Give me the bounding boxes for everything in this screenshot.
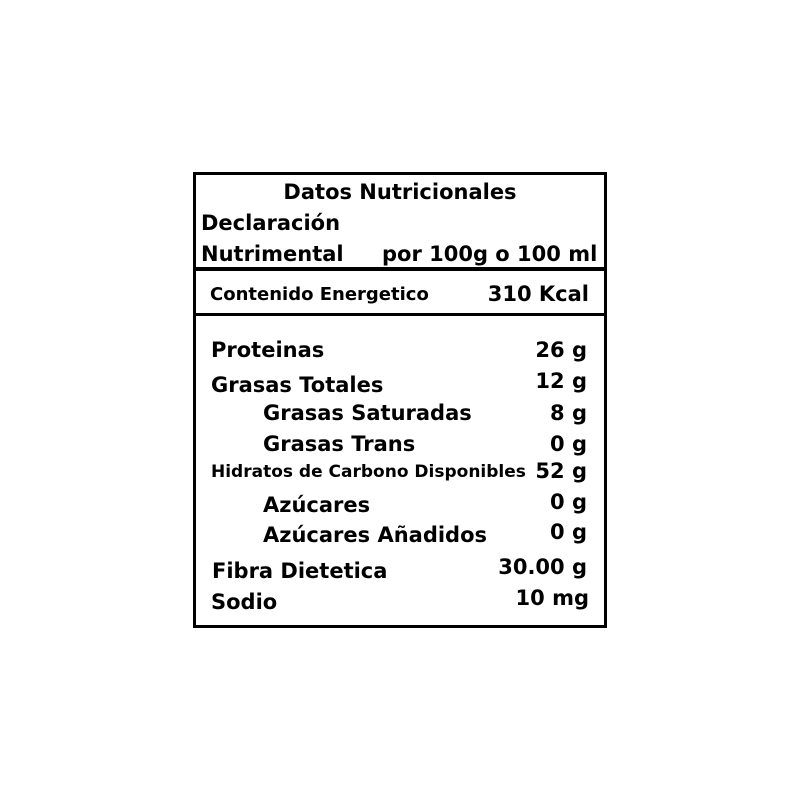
nutrient-value-sodio: 10 mg	[515, 586, 589, 610]
energy-value: 310 Kcal	[487, 282, 589, 306]
nutrient-value-proteinas: 26 g	[535, 338, 587, 362]
declaration-title-line2: Nutrimental	[201, 242, 344, 266]
nutrient-value-grasas-saturadas: 8 g	[550, 401, 587, 425]
nutrient-value-fibra: 30.00 g	[498, 555, 587, 579]
nutrient-value-hidratos: 52 g	[535, 459, 587, 483]
declaration-title-line1: Declaración	[201, 211, 341, 235]
nutrition-facts-label	[193, 172, 607, 628]
nutrient-label-proteinas: Proteinas	[211, 338, 325, 362]
nutrient-value-azucares-anadidos: 0 g	[550, 520, 587, 544]
energy-divider	[196, 313, 604, 316]
nutrient-label-hidratos: Hidratos de Carbono Disponibles	[211, 462, 526, 482]
nutrient-label-grasas-trans: Grasas Trans	[263, 432, 416, 456]
energy-label: Contenido Energetico	[210, 284, 429, 305]
nutrient-label-fibra: Fibra Dietetica	[212, 559, 388, 583]
serving-basis: por 100g o 100 ml	[382, 242, 598, 266]
header-divider	[196, 267, 604, 271]
nutrient-label-azucares: Azúcares	[263, 493, 371, 517]
nutrient-label-sodio: Sodio	[211, 590, 278, 614]
nutrient-value-grasas-trans: 0 g	[550, 432, 587, 456]
nutrient-label-azucares-anadidos: Azúcares Añadidos	[263, 523, 488, 547]
label-title: Datos Nutricionales	[283, 180, 517, 204]
nutrient-value-azucares: 0 g	[550, 490, 587, 514]
nutrient-label-grasas-totales: Grasas Totales	[211, 373, 384, 397]
nutrient-label-grasas-saturadas: Grasas Saturadas	[263, 401, 472, 425]
nutrient-value-grasas-totales: 12 g	[535, 369, 587, 393]
